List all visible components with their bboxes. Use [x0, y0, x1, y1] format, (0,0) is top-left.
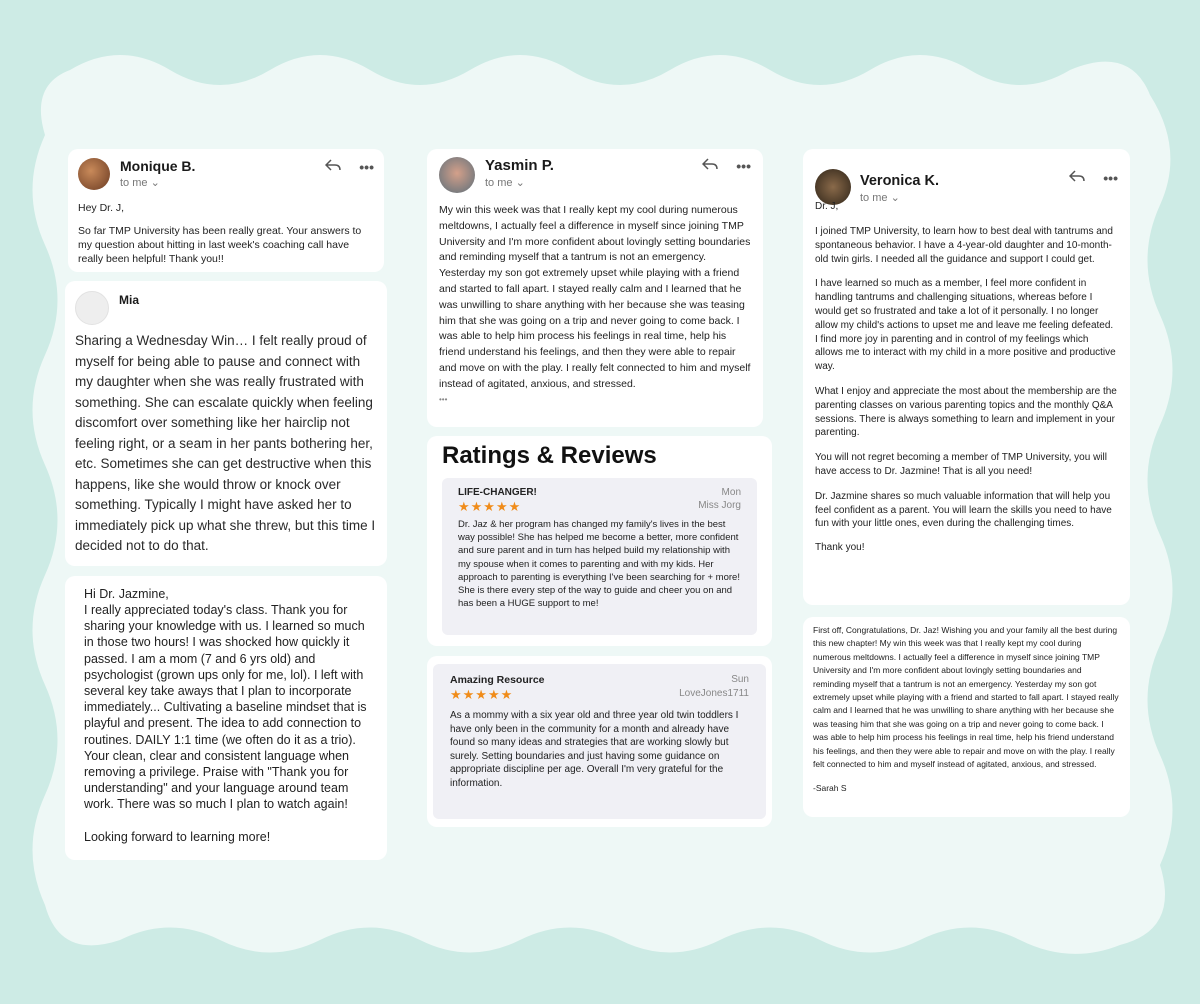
- chevron-down-icon: ⌄: [890, 192, 900, 204]
- review-day: Mon: [721, 487, 741, 498]
- sender-name: Mia: [119, 293, 140, 307]
- avatar: [78, 158, 110, 190]
- reply-icon[interactable]: [1069, 169, 1085, 187]
- star-rating: ★★★★★: [458, 499, 522, 514]
- email-closing: Thank you!: [815, 542, 865, 554]
- email-header: [78, 158, 374, 190]
- email-paragraph-5: Dr. Jazmine shares so much valuable information that will help you feel confident as a parent. You will learn the skills you need to have fun with your little ones, even during the challenging times.: [815, 490, 1112, 530]
- email-body: My win this week was that I really kept my cool during numerous meltdowns, I actually feel a difference in myself since joining TMP University and I'm more confident about lovingly setting boundaries and reminding myself that a tantrum is not an emergency. Yesterday my son got extremely upset while playing with a friend and started to fall apart. I stayed really calm and I learned that he was unwilling to share anything with her because she was teasing him that she was going on a trip and never going to come back. I was able to help him process his feelings in real time, help his friend understand his feelings, and then they were able to repair and move on with the play. I really felt connected to him and myself instead of agitated, anxious, and stressed.: [439, 204, 751, 390]
- recipient-line[interactable]: [860, 191, 939, 204]
- trimmed-content-icon[interactable]: •••: [439, 394, 448, 404]
- more-dots-icon[interactable]: •••: [736, 158, 751, 174]
- email-body: So far TMP University has been really great. Your answers to my question about hitting in last week's coaching call have really been helpful! Thank you!!: [78, 225, 362, 265]
- note-card-jazmine: [65, 576, 387, 860]
- review-box: [433, 664, 766, 819]
- chevron-down-icon: ⌄: [515, 177, 525, 189]
- note-body: I really appreciated today's class. Thank you for sharing your knowledge with us. I learned so much in those two hours! I was shocked how quickly it passed. I am a mom (7 and 6 yrs old) and psychologist (grown ups only for me, lol). I left with several key take aways that I plan to incorporate immediately... Cultivating a baseline mindset that is playful and present. The idea to add connection to routines. DAILY 1:1 time (we often do it as a trio). Your clean, clear and consistent language when removing a privilege. Praise with "Thank you for understanding" and your language around team work. There was so much I plan to watch again!: [84, 603, 367, 812]
- message-body: Sharing a Wednesday Win… I felt really proud of myself for being able to pause and connect with my daughter when she was really frustrated with something. She can escalate quickly when feeling discomfort over something like her hairclip not feeling right, or a seam in her pants bothering her, etc. Sometimes she can get destructive when this happens, like she would throw or knock over something. Typically I might have asked her to immediately pick up what she threw, but this time I decided not to do that.: [75, 333, 376, 553]
- email-paragraph-2: I have learned so much as a member, I feel more confident in handling tantrums and challenging situations, whereas before I would get so frustrated and take a lot of it personally. I no longer allow my child's actions to upset me and leave me feeling defeated. I find more joy in parenting and in control of my feelings which allows me to interact with my child in a more positive and productive way.: [815, 278, 1116, 373]
- email-greeting: Hey Dr. J,: [78, 202, 125, 214]
- recipient-line[interactable]: [485, 176, 554, 189]
- review-body: Dr. Jaz & her program has changed my family's lives in the best way possible! She has helped me become a better, more confident and sure parent and in turn has helped build my relationship with my spouse when it comes to parenting and with my kids. Her approach to parenting is everything I've been searching for + more! She is there every step of the way to guide and cheer you on and has been a HUGE support to me!: [458, 519, 740, 610]
- avatar: [815, 169, 851, 205]
- review-title: LIFE-CHANGER!: [458, 487, 537, 498]
- review-author: Miss Jorg: [698, 500, 741, 511]
- review-title: Amazing Resource: [450, 674, 545, 686]
- email-card-monique: [68, 149, 384, 272]
- email-paragraph-1: I joined TMP University, to learn how to best deal with tantrums and spontaneous behavior. I have a 4-year-old daughter and 10-month-old twin girls. I needed all the guidance and support I could get.: [815, 226, 1113, 265]
- review-card-amazing-resource: [427, 656, 772, 827]
- message-body: First off, Congratulations, Dr. Jaz! Wishing you and your family all the best during this new chapter! My win this week was that I really kept my cool during numerous meltdowns. I actually feel a difference in myself since joining TMP University and I'm more confident about lovingly setting boundaries and reminding myself that a tantrum is not an emergency. Yesterday my son got extremely upset while playing with a friend and started to fall apart. I stayed really calm and I learned that he was unwilling to share anything with her because she was teasing him that she was going on a trip and never going to come back. I was able to help him process his feelings in real time, help his friend understand his feelings, and then they were able to repair and move on with the play. I really felt connected to him and myself instead of agitated, anxious, and stressed.: [813, 625, 1119, 770]
- more-dots-icon[interactable]: •••: [1103, 170, 1118, 186]
- avatar: [75, 291, 109, 325]
- recipient-text: to me: [485, 177, 513, 189]
- email-paragraph-4: You will not regret becoming a member of TMP University, you will have access to Dr. Jazmine! That is all you need!: [815, 452, 1107, 477]
- message-card-sarah: [803, 617, 1130, 817]
- note-closing: Looking forward to learning more!: [84, 829, 271, 844]
- ratings-reviews-card: [427, 436, 772, 646]
- email-card-veronica: [803, 149, 1130, 605]
- avatar: [439, 157, 475, 193]
- review-day: Sun: [731, 674, 749, 685]
- review-box: [442, 478, 757, 635]
- recipient-text: to me: [860, 192, 888, 204]
- note-greeting: Hi Dr. Jazmine,: [84, 587, 169, 601]
- message-signature: -Sarah S: [813, 783, 847, 794]
- email-header: [439, 157, 751, 193]
- recipient-text: to me: [120, 177, 148, 189]
- email-card-yasmin: [427, 149, 763, 427]
- chevron-down-icon: ⌄: [150, 177, 160, 189]
- sender-name: Veronica K.: [860, 173, 939, 189]
- review-body: As a mommy with a six year old and three year old twin toddlers I have only been in the community for a month and already have found so many ideas and strategies that are working slowly but surely. Setting boundaries and just having some guidance on appropriate discipline per age. Overall I'm very grateful for the information.: [450, 710, 739, 789]
- recipient-line[interactable]: [120, 176, 195, 189]
- email-paragraph-3: What I enjoy and appreciate the most about the membership are the parenting classes on various parenting topics and the monthly Q&A sessions. There is always something to learn and implement in your parenting.: [815, 385, 1117, 439]
- star-rating: ★★★★★: [450, 687, 514, 702]
- sender-name: Monique B.: [120, 158, 196, 174]
- review-author: LoveJones1711: [679, 688, 749, 699]
- email-header: [815, 169, 1118, 205]
- sender-name: Yasmin P.: [485, 157, 554, 174]
- ratings-heading: Ratings & Reviews: [442, 442, 657, 469]
- reply-icon[interactable]: [702, 157, 718, 175]
- message-header: [75, 291, 377, 325]
- reply-icon[interactable]: [325, 158, 341, 176]
- more-dots-icon[interactable]: •••: [359, 159, 374, 175]
- email-greeting: Dr. J,: [815, 201, 839, 212]
- message-card-mia: [65, 281, 387, 566]
